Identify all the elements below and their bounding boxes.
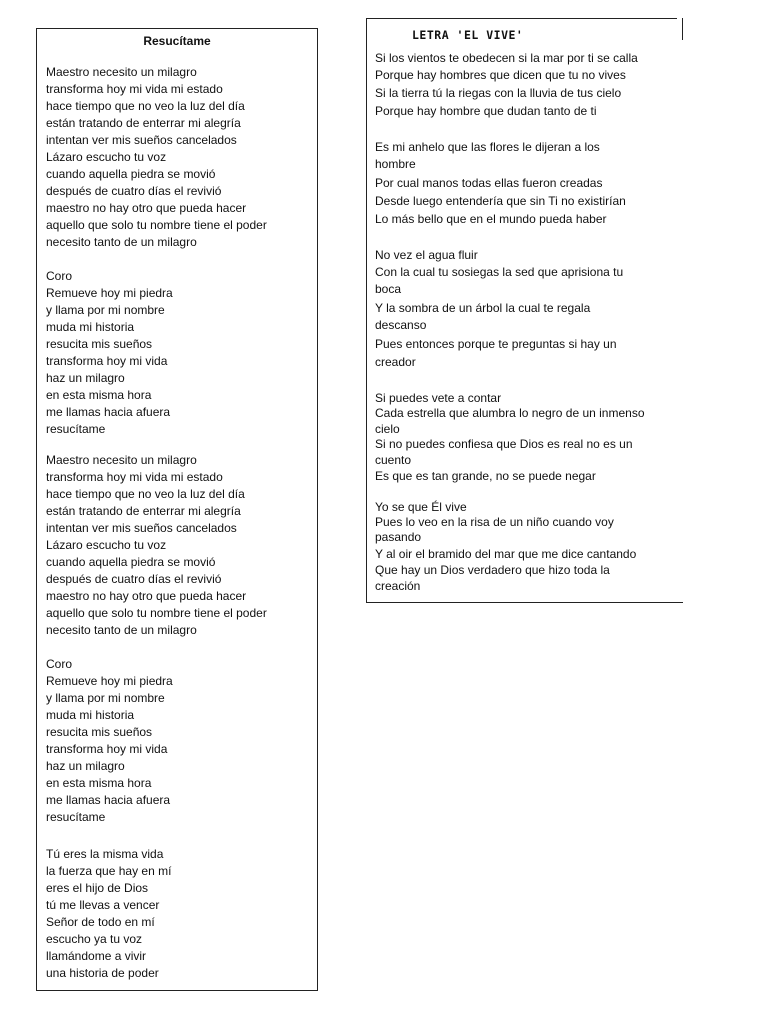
lyric-line: Yo se que Él vive bbox=[375, 500, 467, 514]
lyric-line: necesito tanto de un milagro bbox=[46, 623, 197, 637]
lyric-line: Y al oir el bramido del mar que me dice cantando bbox=[375, 547, 637, 561]
lyric-line: maestro no hay otro que pueda hacer bbox=[46, 201, 247, 215]
lyric-line: haz un milagro bbox=[46, 759, 125, 773]
lyric-line: llamándome a vivir bbox=[46, 949, 147, 963]
lyric-line: Si la tierra tú la riegas con la lluvia de tus cielo bbox=[375, 86, 622, 100]
lyric-line: Si los vientos te obedecen si la mar por ti se calla bbox=[375, 51, 638, 65]
lyric-line: boca bbox=[375, 282, 402, 296]
song-box-resucitame bbox=[36, 28, 318, 991]
lyric-line: tú me llevas a vencer bbox=[46, 898, 160, 912]
lyric-line: aquello que solo tu nombre tiene el poder bbox=[46, 606, 267, 620]
lyric-line: Señor de todo en mí bbox=[46, 915, 155, 929]
lyric-line: pasando bbox=[375, 530, 422, 544]
lyric-line: cuento bbox=[375, 453, 412, 467]
lyric-line: Y la sombra de un árbol la cual te regala bbox=[375, 301, 591, 315]
lyric-line: transforma hoy mi vida bbox=[46, 354, 168, 368]
lyric-line: hace tiempo que no veo la luz del día bbox=[46, 487, 245, 501]
lyric-line: en esta misma hora bbox=[46, 388, 152, 402]
lyric-line: Maestro necesito un milagro bbox=[46, 453, 197, 467]
lyric-line: Pues lo veo en la risa de un niño cuando voy bbox=[375, 515, 614, 529]
lyric-line: transforma hoy mi vida mi estado bbox=[46, 82, 223, 96]
lyric-line: resucítame bbox=[46, 422, 106, 436]
lyric-line: Remueve hoy mi piedra bbox=[46, 674, 173, 688]
lyric-line: me llamas hacia afuera bbox=[46, 793, 171, 807]
lyric-line: Cada estrella que alumbra lo negro de un inmenso bbox=[375, 406, 645, 420]
lyric-line: intentan ver mis sueños cancelados bbox=[46, 521, 237, 535]
lyric-line: transforma hoy mi vida mi estado bbox=[46, 470, 223, 484]
lyric-line: cielo bbox=[375, 422, 400, 436]
lyric-line: Porque hay hombre que dudan tanto de ti bbox=[375, 104, 597, 118]
lyric-line: Coro bbox=[46, 269, 73, 283]
lyric-line: Por cual manos todas ellas fueron creadas bbox=[375, 176, 603, 190]
lyric-line: creación bbox=[375, 579, 421, 593]
lyric-line: Que hay un Dios verdadero que hizo toda la bbox=[375, 563, 610, 577]
lyric-line: escucho ya tu voz bbox=[46, 932, 143, 946]
lyric-line: Lázaro escucho tu voz bbox=[46, 538, 167, 552]
lyric-line: y llama por mi nombre bbox=[46, 691, 165, 705]
song-title: LETRA 'EL VIVE' bbox=[412, 28, 524, 42]
lyric-line: resucita mis sueños bbox=[46, 725, 153, 739]
lyric-line: hace tiempo que no veo la luz del día bbox=[46, 99, 245, 113]
lyric-line: maestro no hay otro que pueda hacer bbox=[46, 589, 247, 603]
lyric-line: creador bbox=[375, 355, 416, 369]
lyric-line: descanso bbox=[375, 318, 427, 332]
lyric-line: Es mi anhelo que las flores le dijeran a los bbox=[375, 140, 600, 154]
lyric-line: la fuerza que hay en mí bbox=[46, 864, 172, 878]
lyric-line: Maestro necesito un milagro bbox=[46, 65, 197, 79]
lyric-line: una historia de poder bbox=[46, 966, 159, 980]
lyric-line: Si puedes vete a contar bbox=[375, 391, 502, 405]
lyric-line: Lo más bello que en el mundo pueda haber bbox=[375, 212, 607, 226]
lyric-line: hombre bbox=[375, 157, 416, 171]
lyric-line: Coro bbox=[46, 657, 73, 671]
song-title: Resucítame bbox=[143, 34, 211, 48]
lyric-line: No vez el agua fluir bbox=[375, 248, 478, 262]
lyric-line: están tratando de enterrar mi alegría bbox=[46, 504, 241, 518]
lyric-line: intentan ver mis sueños cancelados bbox=[46, 133, 237, 147]
lyric-line: Remueve hoy mi piedra bbox=[46, 286, 173, 300]
lyric-line: Porque hay hombres que dicen que tu no vives bbox=[375, 68, 626, 82]
lyric-line: muda mi historia bbox=[46, 320, 135, 334]
lyric-line: me llamas hacia afuera bbox=[46, 405, 171, 419]
lyric-line: transforma hoy mi vida bbox=[46, 742, 168, 756]
lyric-line: haz un milagro bbox=[46, 371, 125, 385]
lyric-line: Lázaro escucho tu voz bbox=[46, 150, 167, 164]
lyric-line: y llama por mi nombre bbox=[46, 303, 165, 317]
lyric-line: después de cuatro días el revivió bbox=[46, 572, 222, 586]
lyric-line: aquello que solo tu nombre tiene el poder bbox=[46, 218, 267, 232]
lyric-line: Es que es tan grande, no se puede negar bbox=[375, 469, 596, 483]
lyric-line: en esta misma hora bbox=[46, 776, 152, 790]
lyric-line: muda mi historia bbox=[46, 708, 135, 722]
lyric-line: resucita mis sueños bbox=[46, 337, 153, 351]
song-box-el-vive bbox=[366, 18, 683, 603]
lyric-line: cuando aquella piedra se movió bbox=[46, 555, 216, 569]
lyric-line: eres el hijo de Dios bbox=[46, 881, 149, 895]
lyric-line: resucítame bbox=[46, 810, 106, 824]
lyric-line: Tú eres la misma vida bbox=[46, 847, 164, 861]
lyric-line: después de cuatro días el revivió bbox=[46, 184, 222, 198]
lyric-line: cuando aquella piedra se movió bbox=[46, 167, 216, 181]
lyric-line: Si no puedes confiesa que Dios es real no es un bbox=[375, 437, 633, 451]
lyric-line: están tratando de enterrar mi alegría bbox=[46, 116, 241, 130]
lyric-line: Pues entonces porque te preguntas si hay un bbox=[375, 337, 617, 351]
lyric-line: Desde luego entendería que sin Ti no existirían bbox=[375, 194, 626, 208]
lyric-line: necesito tanto de un milagro bbox=[46, 235, 197, 249]
lyric-line: Con la cual tu sosiegas la sed que aprisiona tu bbox=[375, 265, 624, 279]
